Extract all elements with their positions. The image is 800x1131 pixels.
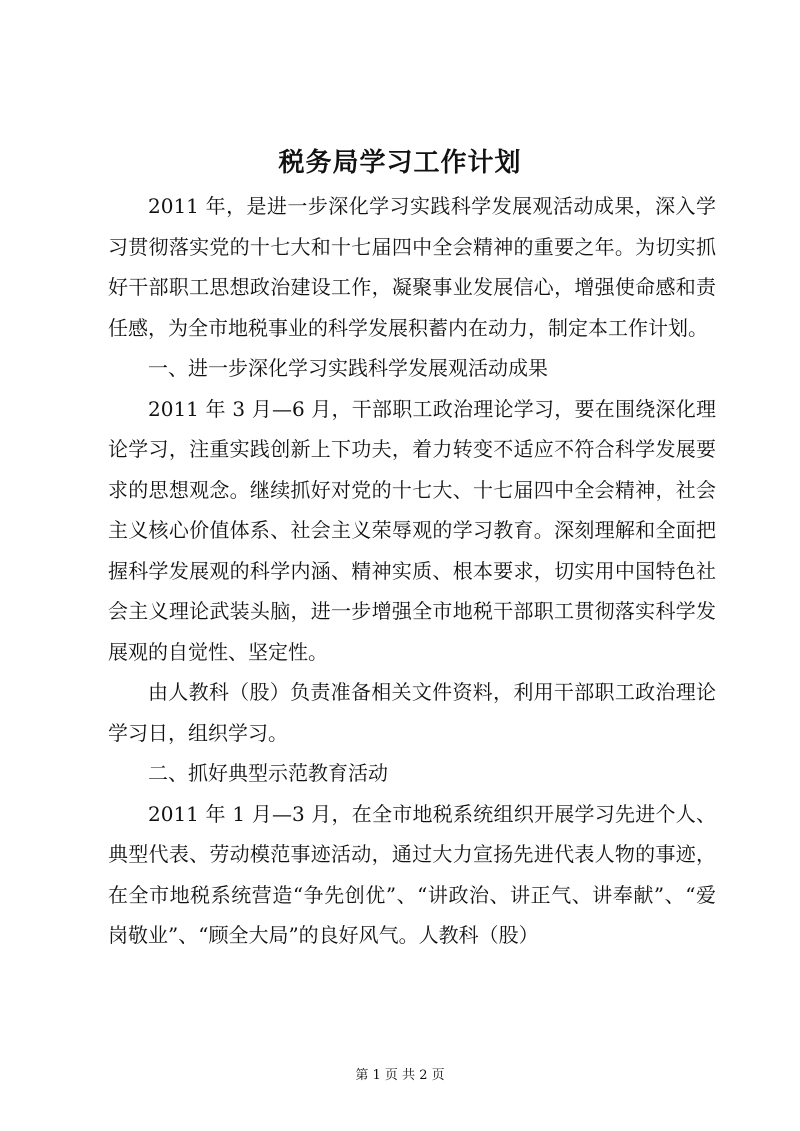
section-heading-2: 二、抓好典型示范教育活动: [148, 761, 388, 785]
paragraph-intro: 2011 年，是进一步深化学习实践科学发展观活动成果，深入学习贯彻落实党的十七大和十七届四中全会精神的重要之年。为切实抓好干部职工思想政治建设工作，凝聚事业发展信心，增强使命感和责任感，为全市地税事业的科学发展积蓄内在动力，制定本工作计划。: [108, 194, 716, 340]
document-body: [108, 186, 716, 956]
document-title: 税务局学习工作计划: [278, 148, 522, 178]
page-number-footer: 第 1 页 共 2 页: [355, 1068, 445, 1083]
paragraph-section-2: 2011 年 1 月—3 月，在全市地税系统组织开展学习先进个人、典型代表、劳动模范事迹活动，通过大力宣扬先进代表人物的事迹，在全市地税系统营造“争先创优”、“讲政治、讲正气、讲奉献”、“爱岗敬业”、“顾全大局”的良好风气。人教科（股）: [108, 801, 716, 947]
paragraph-section-1: 2011 年 3 月—6 月，干部职工政治理论学习，要在围绕深化理论学习，注重实践创新上下功夫，着力转变不适应不符合科学发展要求的思想观念。继续抓好对党的十七大、十七届四中全会精神，社会主义核心价值体系、社会主义荣辱观的学习教育。深刻理解和全面把握科学发展观的科学内涵、精神实质、根本要求，切实用中国特色社会主义理论武装头脑，进一步增强全市地税干部职工贯彻落实科学发展观的自觉性、坚定性。: [108, 396, 716, 664]
section-heading-1: 一、进一步深化学习实践科学发展观活动成果: [148, 356, 548, 380]
paragraph-section-1-responsibility: 由人教科（股）负责准备相关文件资料，利用干部职工政治理论学习日，组织学习。: [108, 680, 716, 745]
